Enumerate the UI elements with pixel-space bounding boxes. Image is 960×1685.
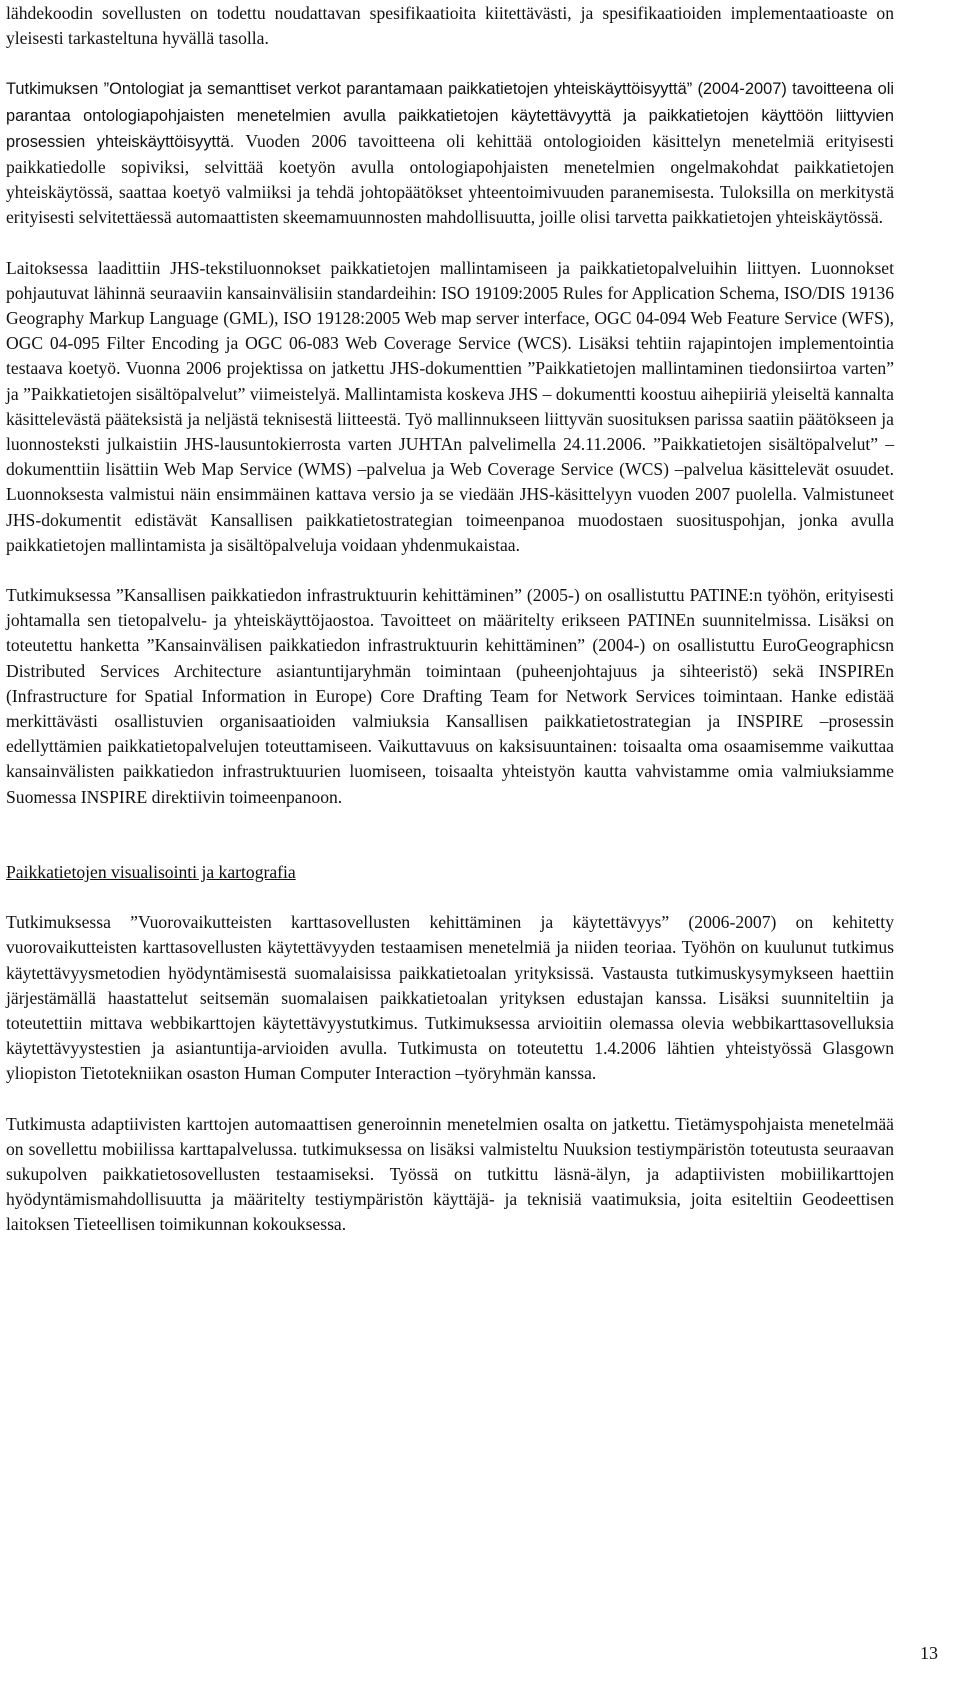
paragraph-infrastructure: Tutkimuksessa ”Kansallisen paikkatiedon infrastruktuurin kehittäminen” (2005-) on osallistuttu PATINE:n työhön, erityisesti johtamalla sen tietopalvelu- ja yhteiskäyttöjaostoa. Tavoitteet on määritelty erikseen PATINEn suunnitelmissa. Lisäksi on toteutettu hanketta ”Kansainvälisen paikkatiedon infrastruktuurin kehittäminen” (2004-) on osallistuttu EuroGeographicsn Distributed Services Architecture asiantuntijaryhmän toimintaan (puheenjohtajuus ja sihteeristö) sekä INSPIREn (Infrastructure for Spatial Information in Europe) Core Drafting Team for Network Services toimintaan. Hanke edistää merkittävästi osallistuvien organisaatioiden valmiuksia Kansallisen paikkatietostrategian ja INSPIRE –prosessin edellyttämien paikkatietopalvelujen toteuttamiseen. Vaikuttavuus on kaksisuuntainen: toisaalta oma osaamisemme vaikuttaa kansainvälisten paikkatiedon infrastruktuurien luomiseen, toisaalta yhteistyön kautta vahvistamme omia valmiuksiamme Suomessa INSPIRE direktiivin toimeenpanoon. [6,585,894,807]
paragraph-ontologies-sans-part: Tutkimuksen ”Ontologiat ja semanttiset verkot parantamaan paikkatietojen yhteiskäyttöisyyttä” (2004-2007) tavoitteena oli parantaa ontologiapohjaisten menetelmien avulla paikkatietojen käytettävyyttä ja paikkatietojen käyttöön liittyvien prosessien yhteiskäyttöisyyttä. [6,80,894,151]
page-number: 13 [920,1643,938,1663]
section-heading: Paikkatietojen visualisointi ja kartografia [6,861,296,882]
paragraph-jhs: Laitoksessa laadittiin JHS-tekstiluonnokset paikkatietojen mallintamiseen ja paikkatietopalveluihin liittyen. Luonnokset pohjautuvat lähinnä seuraaviin kansainvälisiin standardeihin: ISO 19109:2005 Rules for Application Schema, ISO/DIS 19136 Geography Markup Language (GML), ISO 19128:2005 Web map server interface, OGC 04-094 Web Feature Service (WFS), OGC 04-095 Filter Encoding ja OGC 06-083 Web Coverage Service (WCS). Lisäksi tehtiin rajapintojen implementointia testaava koetyö. Vuonna 2006 projektissa on jatkettu JHS-dokumenttien ”Paikkatietojen mallintaminen tiedonsiirtoa varten” ja ”Paikkatietojen sisältöpalvelut” viimeistelyä. Mallintamista koskeva JHS – dokumentti koostuu aihepiiriä yleiseltä kannalta käsittelevästä pääteksistä ja neljästä teknisestä liitteestä. Työ mallinnukseen liittyvän suosituksen parissa saatiin päätökseen ja luonnosteksti julkaistiin JHS-lausuntokierrosta varten JUHTAn palvelimella 24.11.2006. ”Paikkatietojen sisältöpalvelut” – dokumenttiin lisättiin Web Map Service (WMS) –palvelua ja Web Coverage Service (WCS) –palvelua käsittelevät osuudet. Luonnoksesta valmistui näin ensimmäinen kattava versio ja se viedään JHS-käsittelyyn vuoden 2007 puolella. Valmistuneet JHS-dokumentit edistävät Kansallisen paikkatietostrategian toimeenpanoa muodostaen suosituspohjan, jonka avulla paikkatietojen mallintamista ja sisältöpalveluja voidaan yhdenmukaistaa. [6,257,894,555]
paragraph-usability: Tutkimuksessa ”Vuorovaikutteisten karttasovellusten kehittäminen ja käytettävyys” (2006-2007) on kehitetty vuorovaikutteisten karttasovellusten käytettävyyden testaamisen menetelmiä ja niiden teoriaa. Työhön on kuulunut tutkimus käytettävyysmetodien hyödyntämisestä suomalaisissa paikkatietoalan yrityksissä. Vastausta tutkimuskysymykseen haettiin järjestämällä haastattelut seitsemän suomalaisen paikkatietoalan yrityksen edustajan kanssa. Lisäksi suunniteltiin ja toteutettiin mittava webbikarttojen käytettävyystutkimus. Tutkimuksessa arvioitiin olemassa olevia webbikarttasovelluksia käytettävyystestien ja asiantuntija-arvioiden avulla. Tutkimusta on toteutettu 1.4.2006 lähtien yhteistyössä Glasgown yliopiston Tietotekniikan osaston Human Computer Interaction –työryhmän kanssa. [6,912,894,1084]
paragraph-adaptive-maps: Tutkimusta adaptiivisten karttojen automaattisen generoinnin menetelmien osalta on jatkettu. Tietämyspohjaista menetelmää on sovellettu mobiilissa karttapalvelussa. tutkimuksessa on lisäksi valmisteltu Nuuksion testiympäristön toteutusta seuraavan sukupolven paikkatietosovellusten testaamiseksi. Työssä on tutkittu läsnä-älyn, ja adaptiivisten mobiilikarttojen hyödyntämismahdollisuutta ja määritelty testiympäristön käyttäjä- ja teknisiä vaatimuksia, joita esiteltiin Geodeettisen laitoksen Tieteellisen toimikunnan kokouksessa. [6,1113,894,1235]
paragraph-ontologies-serif-part: Vuoden 2006 tavoitteena oli kehittää ontologioiden käsittelyn menetelmiä erityisesti paikkatiedolle sopiviksi, selvittää koetyön avulla ontologiapohjaisten menetelmien ongelmakohdat paikkatietojen yhteiskäytössä, saattaa koetyö valmiiksi ja tehdä johtopäätökset yhteentoimivuuden paranemisesta. Tuloksilla on merkitystä erityisesti selvitettäessä automaattisten skeemamuunnosten mahdollisuutta, joille olisi tarvetta paikkatietojen yhteiskäytössä. [6,130,895,228]
body-text [6,0,894,1238]
paragraph-continuation: lähdekoodin sovellusten on todettu noudattavan spesifikaatioita kiitettävästi, ja spesifikaatioiden implementaatioaste on yleisesti tarkasteltuna hyvällä tasolla. [6,3,894,49]
paragraph-ontologies [6,76,894,230]
